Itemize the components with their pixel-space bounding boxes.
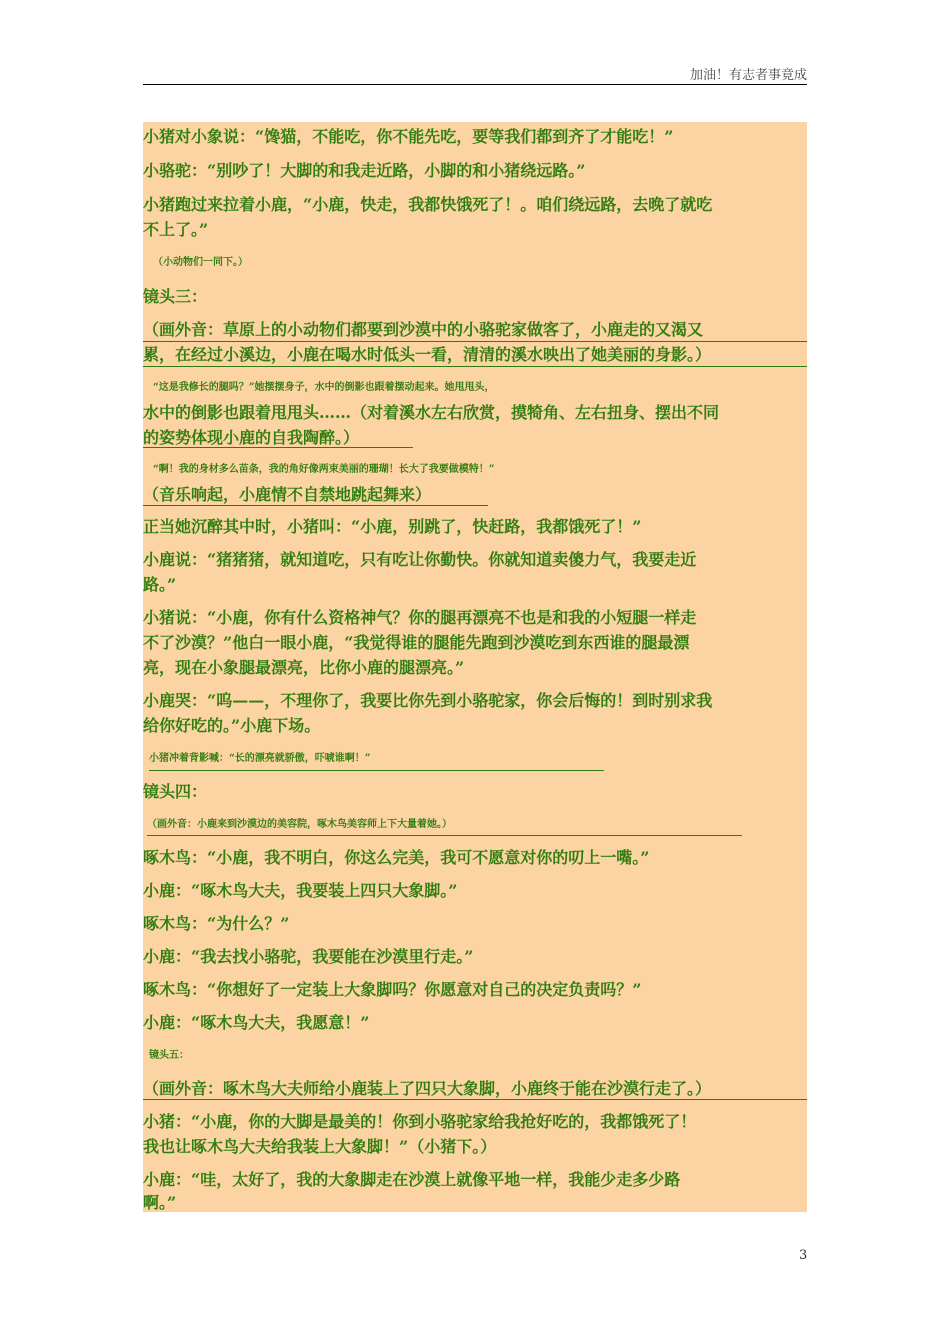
text-line: 小鹿说：“猪猪猪，就知道吃，只有吃让你勤快。你就知道卖傻力气，我要走近 — [143, 550, 697, 569]
underline — [143, 366, 807, 367]
text-line: 小骆驼：“别吵了！大脚的和我走近路，小脚的和小猪绕远路。” — [143, 161, 586, 180]
voiceover-line: （画外音：小鹿来到沙漠边的美容院，啄木鸟美容师上下大量着她。） — [147, 819, 452, 830]
voiceover-line: （画外音：草原上的小动物们都要到沙漠中的小骆驼家做客了，小鹿走的又渴又 — [143, 320, 704, 339]
text-line: 水中的倒影也跟着甩甩头……（对着溪水左右欣赏，摸犄角、左右扭身、摆出不同 — [143, 403, 720, 422]
stage-direction: （音乐响起，小鹿情不自禁地跳起舞来） — [143, 485, 432, 504]
text-line: 小猪：“小鹿，你的大脚是最美的！你到小骆驼家给我抢好吃的，我都饿死了！ — [143, 1112, 697, 1131]
text-line: 小鹿：“我去找小骆驼，我要能在沙漠里行走。” — [143, 947, 474, 966]
text-line: 小猪冲着背影喊：“长的漂亮就骄傲，吓唬谁啊！” — [149, 753, 371, 764]
text-line: “啊！我的身材多么苗条，我的角好像两束美丽的珊瑚！长大了我要做模特！” — [153, 464, 495, 475]
text-line: 小鹿：“啄木鸟大夫，我要装上四只大象脚。” — [143, 881, 458, 900]
text-line: 啄木鸟：“小鹿，我不明白，你这么完美，我可不愿意对你的叨上一嘴。” — [143, 848, 650, 867]
text-line: 小猪对小象说：“馋猫，不能吃，你不能先吃，要等我们都到齐了才能吃！” — [143, 127, 674, 146]
underline — [147, 835, 742, 836]
underline — [149, 770, 604, 771]
text-line: 小鹿：“哇，太好了，我的大象脚走在沙漠上就像平地一样，我能少走多少路 — [143, 1170, 681, 1189]
text-line: 给你好吃的。”小鹿下场。 — [143, 716, 321, 735]
text-line: 啄木鸟：“为什么？” — [143, 914, 290, 933]
script-body — [143, 122, 807, 1212]
text-line: 的姿势体现小鹿的自我陶醉。） — [143, 428, 360, 447]
text-line: 不上了。” — [143, 220, 209, 239]
voiceover-line: 累，在经过小溪边，小鹿在喝水时低头一看，清清的溪水映出了她美丽的身影。） — [143, 345, 712, 364]
text-line: 我也让啄木鸟大夫给我装上大象脚！”（小猪下。） — [143, 1137, 497, 1156]
page-header — [143, 62, 807, 85]
stage-direction: （小动物们一同下。） — [153, 257, 248, 268]
text-line: 正当她沉醉其中时，小猪叫：“小鹿，别跳了，快赶路，我都饿死了！” — [143, 517, 642, 536]
scene-heading: 镜头五： — [149, 1050, 189, 1061]
text-line: 小鹿：“啄木鸟大夫，我愿意！” — [143, 1013, 370, 1032]
scene-heading: 镜头四： — [143, 782, 208, 801]
page-number: 3 — [799, 1248, 808, 1263]
text-line: “这是我修长的腿吗？”她摆摆身子，水中的倒影也跟着摆动起来。她甩甩头， — [153, 382, 495, 393]
text-line: 啊。” — [143, 1193, 177, 1212]
header-motto: 加油！有志者事竟成 — [689, 68, 807, 83]
text-line: 小猪跑过来拉着小鹿，“小鹿，快走，我都快饿死了！。咱们绕远路，去晚了就吃 — [143, 195, 713, 214]
text-line: 不了沙漠？”他白一眼小鹿，“我觉得谁的腿能先跑到沙漠吃到东西谁的腿最漂 — [143, 633, 690, 652]
underline — [143, 505, 488, 506]
voiceover-line: （画外音：啄木鸟大夫师给小鹿装上了四只大象脚，小鹿终于能在沙漠行走了。） — [143, 1079, 712, 1098]
text-line: 小猪说：“小鹿，你有什么资格神气？你的腿再漂亮不也是和我的小短腿一样走 — [143, 608, 697, 627]
underline — [143, 447, 413, 448]
text-line: 小鹿哭：“呜——，不理你了，我要比你先到小骆驼家，你会后悔的！到时别求我 — [143, 691, 713, 710]
text-line: 亮，现在小象腿最漂亮，比你小鹿的腿漂亮。” — [143, 658, 465, 677]
underline — [143, 1099, 807, 1100]
scene-heading: 镜头三： — [143, 287, 208, 306]
text-line: 路。” — [143, 575, 177, 594]
text-line: 啄木鸟：“你想好了一定装上大象脚吗？你愿意对自己的决定负责吗？” — [143, 980, 642, 999]
